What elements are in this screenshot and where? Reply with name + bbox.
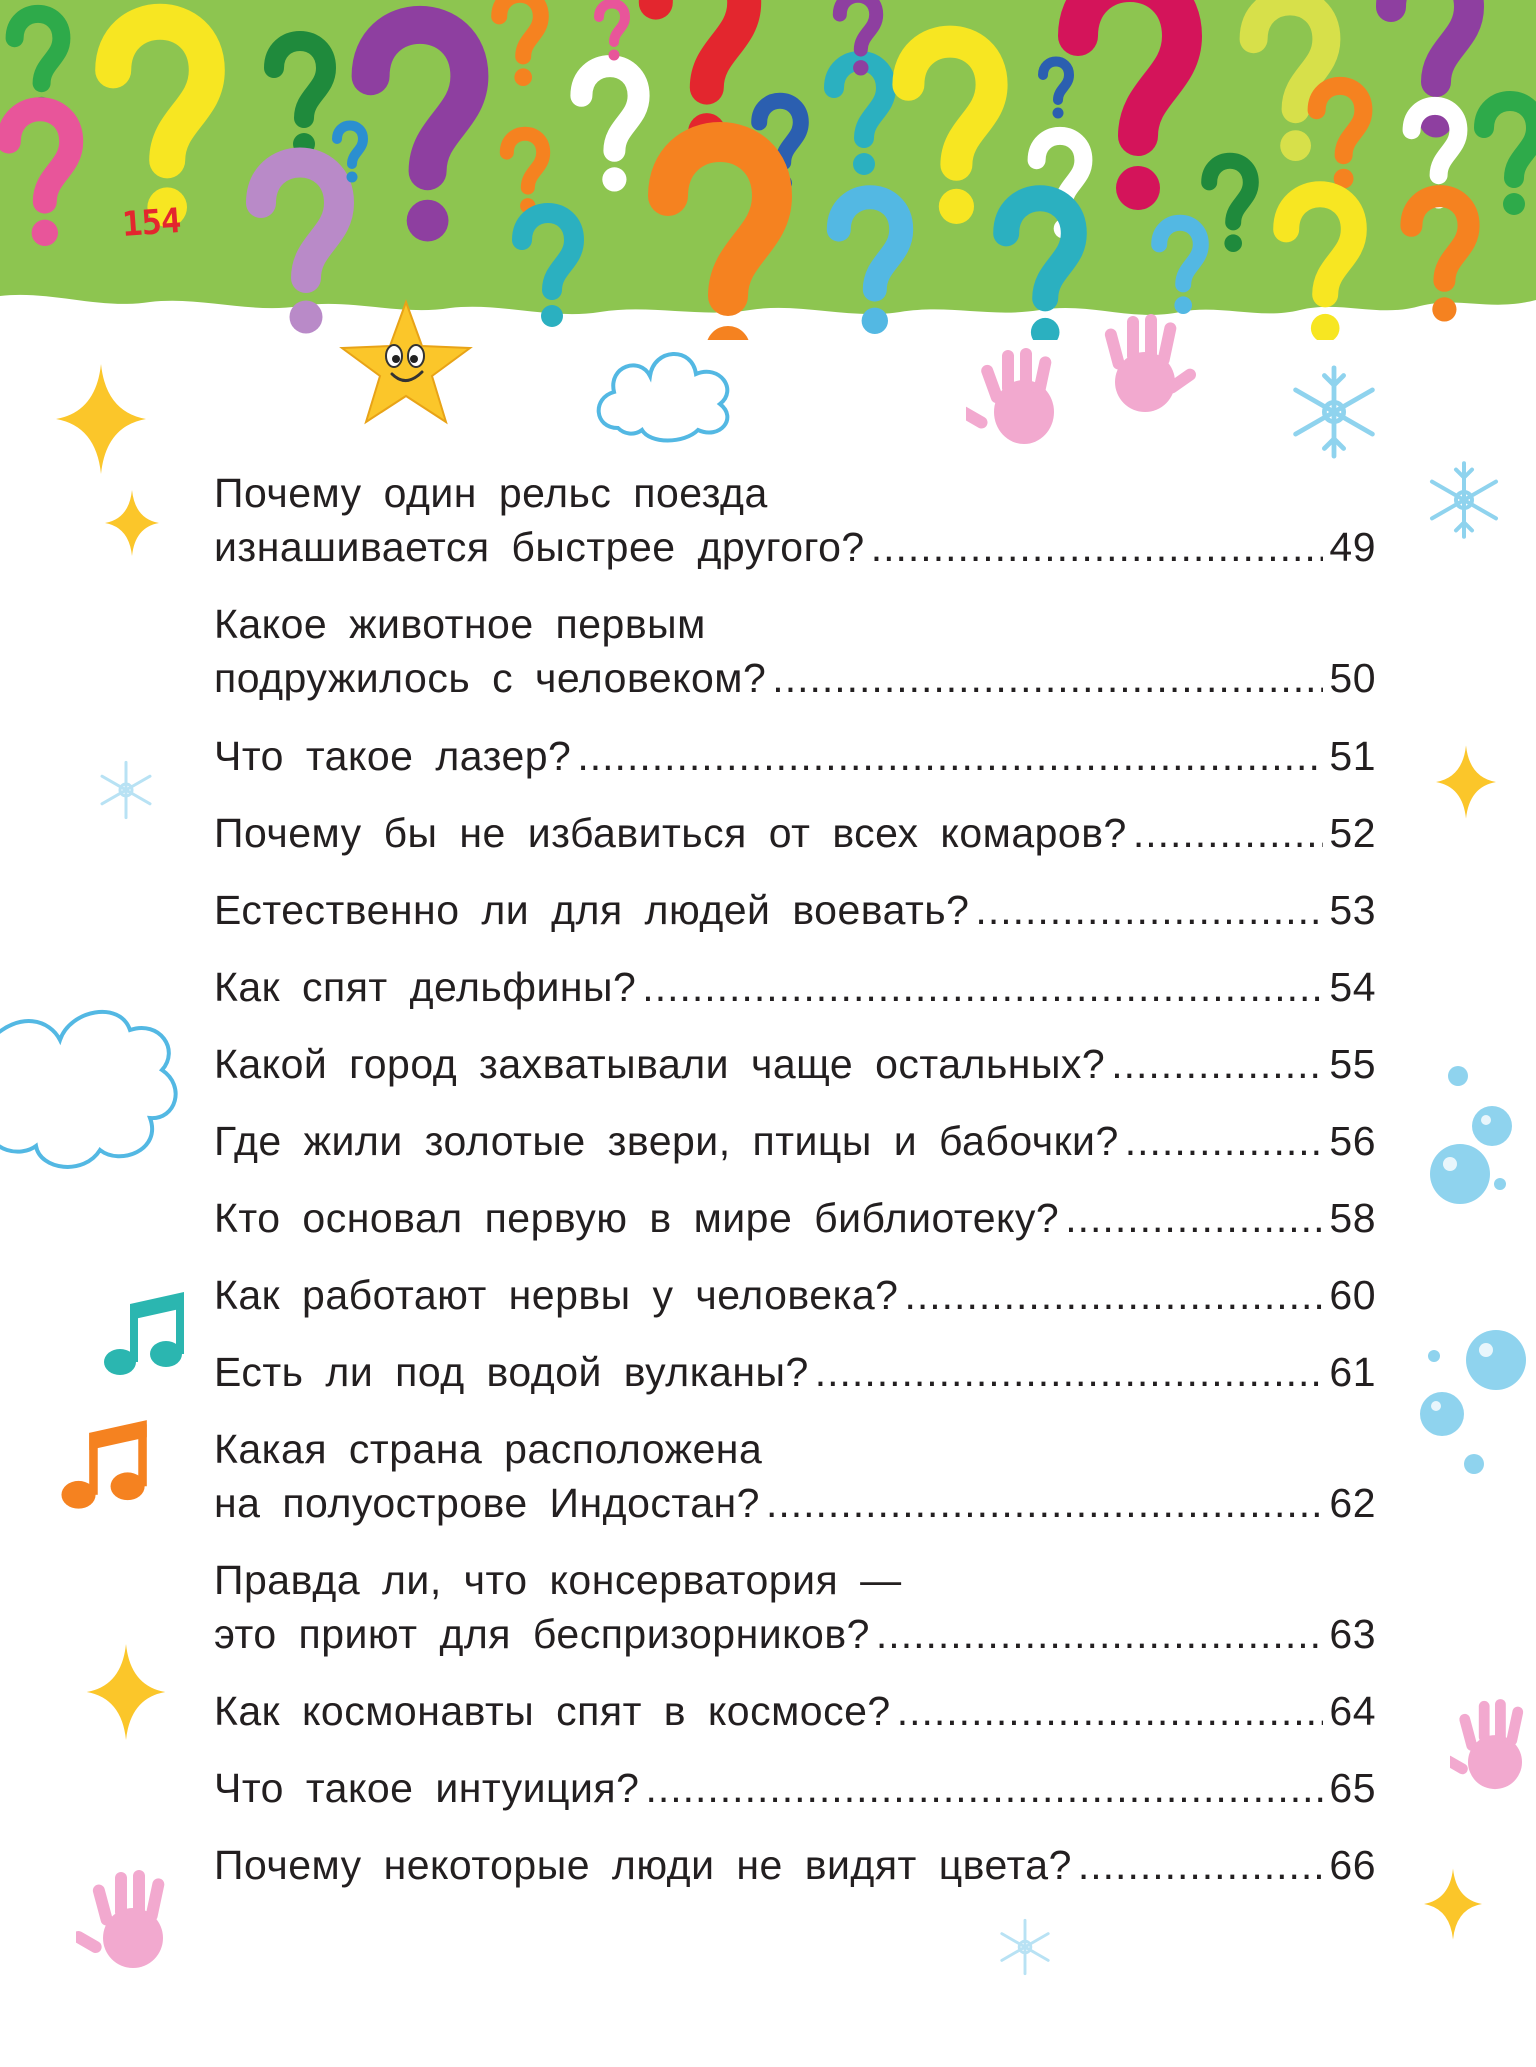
toc-page-number: 65	[1329, 1765, 1376, 1811]
toc-entry-title: Какое животное первым	[214, 601, 706, 647]
dot-leader	[897, 1684, 1324, 1738]
toc-page-number: 60	[1329, 1272, 1376, 1318]
toc-entry-title: Кто основал первую в мире библиотеку?	[214, 1195, 1060, 1241]
toc-entry[interactable]	[214, 1268, 1376, 1322]
toc-entry-title: Как космонавты спят в космосе?	[214, 1688, 891, 1734]
dot-leader	[577, 729, 1323, 783]
dot-leader	[815, 1345, 1324, 1399]
dot-leader	[772, 651, 1323, 705]
toc-entry[interactable]	[214, 1838, 1376, 1892]
toc-entry-title: на полуострове Индостан?	[214, 1480, 760, 1526]
toc-entry[interactable]	[214, 1422, 1376, 1530]
dot-leader	[1111, 1037, 1323, 1091]
toc-page-number: 54	[1329, 964, 1376, 1010]
dot-leader	[1078, 1838, 1324, 1892]
toc-page-number: 62	[1329, 1480, 1376, 1526]
toc-entry-title: Есть ли под водой вулканы?	[214, 1349, 809, 1395]
toc-entry[interactable]	[214, 806, 1376, 860]
toc-page-number: 56	[1329, 1118, 1376, 1164]
toc-entry[interactable]	[214, 1191, 1376, 1245]
dot-leader	[1125, 1114, 1324, 1168]
toc-entry-title: Как спят дельфины?	[214, 964, 637, 1010]
toc-entry[interactable]	[214, 1761, 1376, 1815]
dot-leader	[1065, 1191, 1323, 1245]
toc-page-number: 53	[1329, 887, 1376, 933]
toc-page-number: 55	[1329, 1041, 1376, 1087]
toc-page-number: 66	[1329, 1842, 1376, 1888]
toc-entry-title: Почему бы не избавиться от всех комаров?	[214, 810, 1127, 856]
toc-entry-title: Естественно ли для людей воевать?	[214, 887, 970, 933]
toc-entry[interactable]	[214, 960, 1376, 1014]
toc-entry[interactable]	[214, 597, 1376, 705]
toc-entry-title: Что такое интуиция?	[214, 1765, 640, 1811]
dot-leader	[766, 1476, 1323, 1530]
toc-entry-title: Почему один рельс поезда	[214, 470, 768, 516]
toc-entry[interactable]	[214, 1037, 1376, 1091]
dot-leader	[876, 1607, 1323, 1661]
toc-entry[interactable]	[214, 1684, 1376, 1738]
toc-page-number: 51	[1329, 733, 1376, 779]
toc-entry[interactable]	[214, 883, 1376, 937]
toc-page-number: 49	[1329, 524, 1376, 570]
dot-leader	[871, 520, 1324, 574]
dot-leader	[642, 960, 1323, 1014]
toc-entry-title: Где жили золотые звери, птицы и бабочки?	[214, 1118, 1119, 1164]
toc-entry-title: Какой город захватывали чаще остальных?	[214, 1041, 1106, 1087]
dot-leader	[645, 1761, 1323, 1815]
toc-entry-title: подружилось с человеком?	[214, 655, 767, 701]
toc-entry-title: Какая страна расположена	[214, 1426, 763, 1472]
toc-entry-title: Правда ли, что консерватория —	[214, 1557, 902, 1603]
toc-page-number: 61	[1329, 1349, 1376, 1395]
dot-leader	[1133, 806, 1324, 860]
toc-entry[interactable]	[214, 1345, 1376, 1399]
toc-entry-title: Почему некоторые люди не видят цвета?	[214, 1842, 1072, 1888]
toc-page-number: 52	[1329, 810, 1376, 856]
page-number: 154	[120, 201, 182, 245]
toc-page-number: 50	[1329, 655, 1376, 701]
toc-entry-title: Что такое лазер?	[214, 733, 572, 779]
toc-page-number: 58	[1329, 1195, 1376, 1241]
dot-leader	[904, 1268, 1323, 1322]
toc-entry[interactable]	[214, 1114, 1376, 1168]
toc-entry-title: Как работают нервы у человека?	[214, 1272, 899, 1318]
toc-entry-title: изнашивается быстрее другого?	[214, 524, 865, 570]
toc-page-number: 63	[1329, 1611, 1376, 1657]
toc-entry[interactable]	[214, 1553, 1376, 1661]
toc-entry[interactable]	[214, 466, 1376, 574]
toc-entry[interactable]	[214, 729, 1376, 783]
toc-page-number: 64	[1329, 1688, 1376, 1734]
dot-leader	[975, 883, 1323, 937]
toc-entry-title: это приют для беспризорников?	[214, 1611, 870, 1657]
